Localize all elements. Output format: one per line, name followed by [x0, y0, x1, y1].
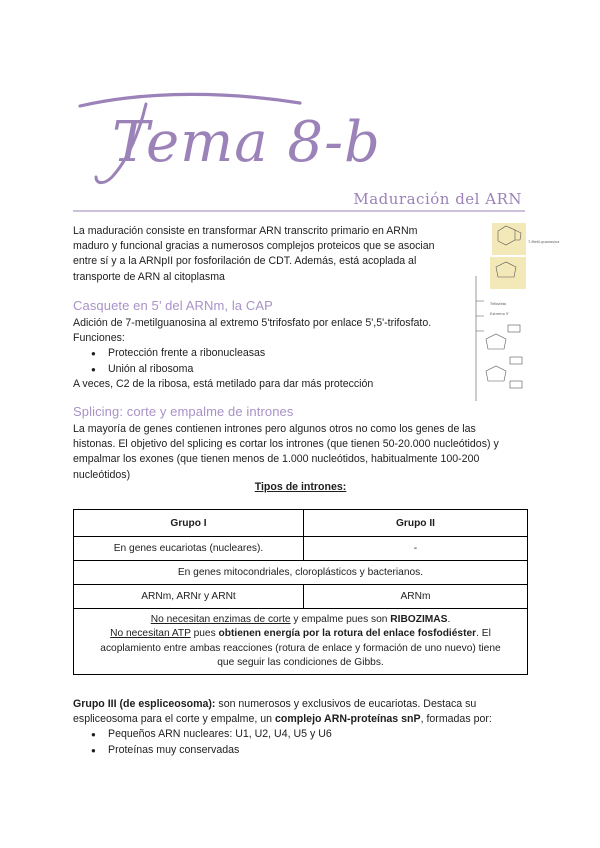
title-flourish: [0, 0, 600, 215]
splicing-line: La mayoría de genes contienen intrones pero algunos otros no como los genes de las: [73, 423, 476, 435]
cap-line: Adición de 7-metilguanosina al extremo 5'trifosfato por enlace 5',5'-trifosfato.: [73, 317, 432, 329]
splicing-line: empalmar los exones (que tienen menos de 1.000 nucleótidos, habitualmente 100-200: [73, 453, 480, 466]
intron-types-table: [73, 509, 528, 675]
list-item: ● Pequeños ARN nucleares: U1, U2, U4, U5 y U6: [73, 727, 543, 742]
table-cell: -: [304, 537, 528, 561]
header-cell: Grupo I: [74, 510, 304, 537]
group3-line: [73, 712, 543, 727]
bold-text: Grupo III (de espliceosoma):: [73, 698, 216, 710]
text: , formadas por:: [420, 713, 492, 726]
bold-text: obtienen energía por la rotura del enlace fosfodiéster: [218, 628, 477, 640]
intro-line: maduro y funcional gracias a numerosos complejos proteicos que se asocian: [73, 240, 435, 253]
fig-label: 7-Metil-guanosina: [528, 240, 560, 244]
table-cell: En genes mitocondriales, cloroplásticos y bacterianos.: [74, 561, 528, 585]
table-caption: [73, 481, 528, 493]
splicing-section: [73, 404, 543, 483]
table-row: [74, 561, 528, 585]
cap-section: [73, 298, 493, 392]
shared-line: [78, 627, 523, 641]
text: son numerosos y exclusivos de eucariotas. Destaca su: [215, 698, 477, 710]
list-item: ● Proteínas muy conservadas: [73, 743, 543, 758]
bold-text: RIBOZIMAS: [390, 613, 448, 625]
snrnp-list: [73, 727, 543, 757]
cap-line: A veces, C2 de la ribosa, está metilado para dar más protección: [73, 377, 374, 390]
intro-line: La maduración consiste en transformar ARN transcrito primario en ARNm: [73, 225, 418, 237]
table-cell: En genes eucariotas (nucleares).: [74, 537, 304, 561]
bold-text: complejo ARN-proteínas snP: [274, 713, 421, 726]
title-text: [112, 110, 381, 175]
table-cell: ARNm, ARNr y ARNt: [74, 585, 304, 609]
fig-label: Trifosfato: [490, 302, 507, 306]
cap-line: Funciones:: [73, 332, 125, 345]
intro-line: transporte de ARN al citoplasma: [73, 270, 225, 283]
cell-text: . El: [476, 628, 491, 640]
header-cell: Grupo II: [304, 510, 528, 537]
table-row: [74, 537, 528, 561]
table-caption-text: Tipos de intrones:: [254, 481, 347, 493]
shared-line: [78, 613, 523, 627]
splicing-heading: Splicing: corte y empalme de intrones: [73, 404, 294, 419]
cell-text: pues: [190, 628, 219, 640]
cap-functions-list: [73, 346, 493, 376]
shared-line: que seguir las condiciones de Gibbs.: [217, 656, 384, 668]
list-item: ● Protección frente a ribonucleasas: [73, 346, 493, 361]
group3-line: [73, 697, 543, 712]
cell-text: .: [447, 613, 451, 625]
shared-line: acoplamiento entre ambas reacciones (rotura de enlace y formación de uno nuevo) tiene: [100, 642, 501, 654]
underlined-text: No necesitan ATP: [110, 628, 191, 640]
intro-line: entre sí y a la ARNpII por fosforilación de CDT. Además, está acoplada al: [73, 255, 417, 268]
text: espliceosoma para el corte y empalme, un: [73, 713, 275, 726]
table-cell-shared: [74, 609, 528, 675]
table-row: [74, 585, 528, 609]
fig-label: Extremo 5': [490, 312, 510, 316]
table-row: [74, 510, 528, 537]
group3-section: [73, 697, 543, 758]
cell-text: y empalme pues son: [290, 613, 391, 625]
title-block: [0, 0, 600, 215]
cap-heading: Casquete en 5’ del ARNm, la CAP: [73, 298, 273, 313]
splicing-line: nucleótidos): [73, 468, 131, 481]
underlined-text: No necesitan enzimas de corte: [150, 613, 291, 625]
list-item: ● Unión al ribosoma: [73, 362, 493, 377]
intro-paragraph: [73, 224, 473, 285]
table-row: [74, 609, 528, 675]
splicing-line: histonas. El objetivo del splicing es cortar los intrones (que tienen 50-20.000 nucleótidos) y: [73, 438, 499, 451]
subtitle: Maduración del ARN: [353, 190, 522, 208]
title-big: Tema 8-b: [112, 110, 381, 175]
table-cell: ARNm: [304, 585, 528, 609]
